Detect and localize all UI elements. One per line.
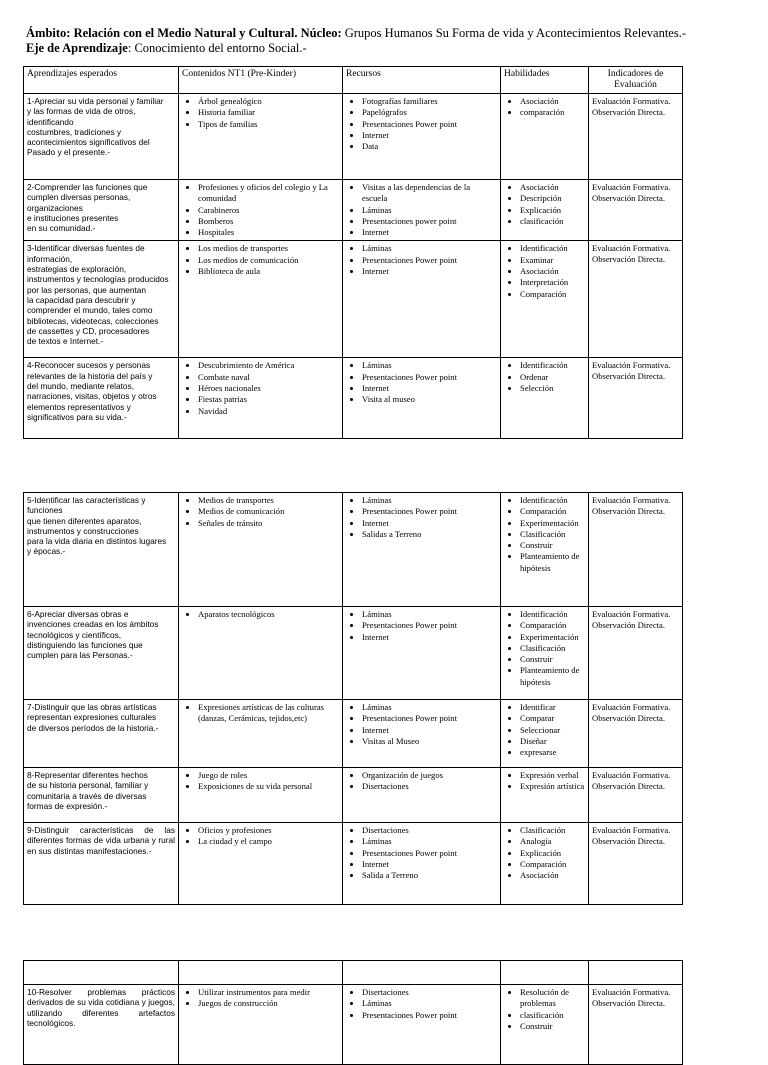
recurso-item: • Visitas al Museo (362, 736, 497, 747)
contenido-item: • Historia familiar (198, 107, 339, 118)
habilidad-list (504, 825, 585, 881)
contenido-cell (179, 985, 343, 1065)
evaluacion-cell (589, 985, 683, 1065)
contenido-item: • Medios de transportes (198, 495, 339, 506)
aprendizaje-cell: 8-Representar diferentes hechos de su historia personal, familiar y comunitaria a través de diversas formas de expresión.- (24, 768, 179, 823)
contenido-item: • Juegos de construcción (198, 998, 339, 1009)
recurso-item: • Salidas a Terreno (362, 529, 497, 540)
recurso-item: • Láminas (362, 495, 497, 506)
nucleo-value: Grupos Humanos Su Forma de vida y Acontecimientos Relevantes.- (344, 26, 686, 40)
recurso-item: • Presentaciones Power point (362, 1010, 497, 1021)
recurso-item: • Presentaciones Power point (362, 848, 497, 859)
habilidad-item: • Experimentación (520, 518, 585, 529)
recurso-list (346, 243, 497, 277)
table-row (24, 607, 683, 700)
habilidad-item: • Clasificación (520, 825, 585, 836)
recurso-cell (343, 358, 501, 439)
habilidad-cell (501, 823, 589, 905)
recurso-item: • Presentaciones Power point (362, 620, 497, 631)
recurso-cell (343, 823, 501, 905)
recurso-item: • Internet (362, 227, 497, 238)
habilidad-list (504, 495, 585, 574)
habilidad-item: • Resolución de problemas (520, 987, 585, 1010)
contenido-list (182, 825, 339, 848)
recurso-item: • Disertaciones (362, 825, 497, 836)
contenido-list (182, 182, 339, 238)
habilidad-item: • Comparación (520, 506, 585, 517)
contenido-item: • Árbol genealógico (198, 96, 339, 107)
table-row (24, 985, 683, 1065)
contenido-list (182, 495, 339, 529)
habilidad-item: • Comparación (520, 289, 585, 300)
contenido-cell (179, 700, 343, 768)
learning-table-page-1 (23, 66, 683, 439)
table-row (24, 493, 683, 607)
habilidad-list (504, 96, 585, 119)
habilidad-item: • Construir (520, 540, 585, 551)
habilidad-list (504, 182, 585, 227)
table-row (24, 768, 683, 823)
habilidad-item: • comparación (520, 107, 585, 118)
contenido-item: • Fiestas patrias (198, 394, 339, 405)
aprendizaje-cell: 2-Comprender las funciones que cumplen diversas personas, organizaciones e instituciones presentes en su comunidad.- (24, 180, 179, 241)
evaluacion-cell (589, 94, 683, 180)
contenido-list (182, 770, 339, 793)
recurso-cell (343, 180, 501, 241)
recurso-item: • Internet (362, 725, 497, 736)
evaluacion-cell (589, 493, 683, 607)
recurso-item: • Internet (362, 859, 497, 870)
habilidad-item: • Construir (520, 654, 585, 665)
recurso-item: • Presentaciones power point (362, 216, 497, 227)
evaluacion-cell (589, 823, 683, 905)
habilidad-item: • Identificar (520, 702, 585, 713)
habilidad-cell (501, 768, 589, 823)
recurso-cell (343, 94, 501, 180)
habilidad-item: • Asociación (520, 182, 585, 193)
header-line-2 (26, 41, 746, 56)
contenido-cell (179, 607, 343, 700)
recurso-item: • Internet (362, 518, 497, 529)
contenido-item: • Juego de roles (198, 770, 339, 781)
habilidad-cell (501, 493, 589, 607)
recurso-item: • Internet (362, 383, 497, 394)
recurso-item: • Fotografías familiares (362, 96, 497, 107)
aprendizaje-cell: 7-Distinguir que las obras artísticas representan expresiones culturales de diversos períodos de la historia.- (24, 700, 179, 768)
table-header-row (24, 67, 683, 94)
recurso-list (346, 96, 497, 152)
evaluacion-cell (589, 241, 683, 358)
contenido-item: • Profesiones y oficios del colegio y La comunidad (198, 182, 339, 205)
contenido-item: • Señales de tránsito (198, 518, 339, 529)
recurso-cell (343, 768, 501, 823)
recurso-item: • Presentaciones Power point (362, 119, 497, 130)
recurso-list (346, 495, 497, 540)
table-row (24, 823, 683, 905)
recurso-item: • Láminas (362, 998, 497, 1009)
contenido-item: • Exposiciones de su vida personal (198, 781, 339, 792)
habilidad-item: • Descripción (520, 193, 585, 204)
contenido-item: • La ciudad y el campo (198, 836, 339, 847)
blank-cell (343, 961, 501, 985)
habilidad-item: • Identificación (520, 243, 585, 254)
evaluacion-text: Evaluación Formativa. Observación Directa. (592, 243, 671, 265)
habilidad-item: • Asociación (520, 96, 585, 107)
contenido-item: • Los medios de transportes (198, 243, 339, 254)
recurso-item: • Disertaciones (362, 781, 497, 792)
aprendizaje-cell: 6-Apreciar diversas obras e invenciones creadas en los ámbitos tecnológicos y científicos, distinguiendo las funciones que cumplen para las Personas.- (24, 607, 179, 700)
recurso-item: • Internet (362, 130, 497, 141)
habilidad-item: • Asociación (520, 870, 585, 881)
recurso-item: • Presentaciones Power point (362, 506, 497, 517)
column-header: Aprendizajes esperados (24, 67, 179, 94)
evaluacion-text: Evaluación Formativa. Observación Directa. (592, 702, 671, 723)
document-header (26, 26, 746, 56)
habilidad-item: • Expresión verbal (520, 770, 585, 781)
habilidad-item: • Identificación (520, 360, 585, 371)
contenido-cell (179, 768, 343, 823)
habilidad-item: • Expresión artística (520, 781, 585, 792)
habilidad-item: • Planteamiento de hipótesis (520, 551, 585, 574)
habilidad-item: • Identificación (520, 495, 585, 506)
table-row (24, 241, 683, 358)
header-line-1: Ámbito: Relación con el Medio Natural y Cultural. Núcleo: Grupos Humanos Su Forma de vida y Acontecimientos Relevantes.- (26, 26, 686, 40)
habilidad-list (504, 243, 585, 299)
contenido-list (182, 243, 339, 277)
evaluacion-text: Evaluación Formativa. Observación Directa. (592, 96, 671, 117)
table-row (24, 180, 683, 241)
evaluacion-cell (589, 768, 683, 823)
recurso-cell (343, 241, 501, 358)
recurso-item: • Láminas (362, 702, 497, 713)
contenido-item: • Los medios de comunicación (198, 255, 339, 266)
habilidad-item: • Construir (520, 1021, 585, 1032)
habilidad-item: • Ordenar (520, 372, 585, 383)
recurso-item: • Salida a Terreno (362, 870, 497, 881)
aprendizaje-cell: 10-Resolver problemas prácticos derivados de su vida cotidiana y juegos, utilizando diferentes artefactos tecnológicos. (24, 985, 179, 1065)
contenido-cell (179, 493, 343, 607)
recurso-item: • Láminas (362, 609, 497, 620)
column-header: Recursos (343, 67, 501, 94)
column-header: Habilidades (501, 67, 589, 94)
habilidad-item: • Comparación (520, 859, 585, 870)
recurso-item: • Visitas a las dependencias de la escuela (362, 182, 497, 205)
contenido-item: • Hospitales (198, 227, 339, 238)
contenido-item: • Utilizar instrumentos para medir (198, 987, 339, 998)
contenido-list (182, 987, 339, 1010)
column-header: Contenidos NT1 (Pre-Kinder) (179, 67, 343, 94)
contenido-item: • Expresiones artísticas de las culturas (danzas, Cerámicas, tejidos,etc) (198, 702, 339, 725)
contenido-cell (179, 358, 343, 439)
eje-value: : Conocimiento del entorno Social.- (127, 41, 307, 55)
blank-header-row (24, 961, 683, 985)
recurso-item: • Presentaciones Power point (362, 713, 497, 724)
evaluacion-text: Evaluación Formativa. Observación Directa. (592, 825, 671, 846)
aprendizaje-cell: 4-Reconocer sucesos y personas relevantes de la historia del país y del mundo, mediante relatos, narraciones, visitas, objetos y otros elementos representativos y significativos para su vida.- (24, 358, 179, 439)
aprendizaje-cell: 5-Identificar las características y funciones que tienen diferentes aparatos, instrumentos y construcciones para la vida diaria en distintos lugares y épocas.- (24, 493, 179, 607)
ambito-label: Ámbito: Relación con el Medio Natural y Cultural (26, 26, 295, 40)
aprendizaje-cell: 1-Apreciar su vida personal y familiar y las formas de vida de otros, identificando costumbres, tradiciones y acontecimientos significativos del Pasado y el presente.- (24, 94, 179, 180)
recurso-list (346, 182, 497, 238)
table-row (24, 700, 683, 768)
habilidad-cell (501, 241, 589, 358)
contenido-list (182, 96, 339, 130)
habilidad-item: • Asociación (520, 266, 585, 277)
habilidad-list (504, 770, 585, 793)
contenido-item: • Medios de comunicación (198, 506, 339, 517)
habilidad-item: • Interpretación (520, 277, 585, 288)
recurso-cell (343, 700, 501, 768)
learning-table-page-3 (23, 960, 683, 1065)
recurso-item: • Láminas (362, 836, 497, 847)
recurso-list (346, 825, 497, 881)
eje-label: Eje de Aprendizaje (26, 41, 128, 55)
habilidad-list (504, 609, 585, 688)
habilidad-item: • Explicación (520, 205, 585, 216)
recurso-item: • Presentaciones Power point (362, 255, 497, 266)
recurso-cell (343, 985, 501, 1065)
recurso-list (346, 702, 497, 747)
recurso-list (346, 609, 497, 643)
habilidad-item: • Clasificación (520, 529, 585, 540)
evaluacion-text: Evaluación Formativa. Observación Directa. (592, 770, 671, 791)
habilidad-list (504, 360, 585, 394)
recurso-list (346, 987, 497, 1021)
habilidad-item: • Seleccionar (520, 725, 585, 736)
habilidad-cell (501, 358, 589, 439)
habilidad-item: • clasificación (520, 1010, 585, 1021)
contenido-item: • Carabineros (198, 205, 339, 216)
evaluacion-text: Evaluación Formativa. Observación Directa. (592, 182, 671, 203)
contenido-item: • Aparatos tecnológicos (198, 609, 339, 620)
evaluacion-cell (589, 700, 683, 768)
recurso-item: • Papelógrafos (362, 107, 497, 118)
recurso-item: • Visita al museo (362, 394, 497, 405)
habilidad-cell (501, 94, 589, 180)
contenido-item: • Descubrimiento de América (198, 360, 339, 371)
recurso-item: • Internet (362, 266, 497, 277)
table-row (24, 94, 683, 180)
evaluacion-text: Evaluación Formativa. Observación Directa. (592, 360, 671, 382)
habilidad-item: • Identificación (520, 609, 585, 620)
aprendizaje-cell: 3-Identificar diversas fuentes de información, estrategias de exploración, instrumentos y tecnologías producidos por las personas, que aumentan la capacidad para descubrir y comprender el mundo, tales como bibliotecas, videotecas, colecciones de cassettes y CD, procesadores de textos e Internet.- (24, 241, 179, 358)
recurso-item: • Disertaciones (362, 987, 497, 998)
recurso-cell (343, 493, 501, 607)
blank-cell (24, 961, 179, 985)
contenido-item: • Tipos de familias (198, 119, 339, 130)
recurso-item: • Organización de juegos (362, 770, 497, 781)
evaluacion-cell (589, 358, 683, 439)
habilidad-item: • Planteamiento de hipótesis (520, 665, 585, 688)
habilidad-item: • Comparar (520, 713, 585, 724)
recurso-item: • Láminas (362, 360, 497, 371)
blank-cell (501, 961, 589, 985)
contenido-item: • Bomberos (198, 216, 339, 227)
blank-cell (589, 961, 683, 985)
habilidad-item: • expresarse (520, 747, 585, 758)
recurso-item: • Láminas (362, 243, 497, 254)
habilidad-item: • Diseñar (520, 736, 585, 747)
recurso-list (346, 360, 497, 405)
contenido-cell (179, 241, 343, 358)
habilidad-item: • Explicación (520, 848, 585, 859)
recurso-item: • Láminas (362, 205, 497, 216)
contenido-item: • Oficios y profesiones (198, 825, 339, 836)
habilidad-item: • Examinar (520, 255, 585, 266)
recurso-list (346, 770, 497, 793)
habilidad-item: • Clasificación (520, 643, 585, 654)
evaluacion-cell (589, 607, 683, 700)
contenido-cell (179, 94, 343, 180)
learning-table-page-2 (23, 492, 683, 905)
evaluacion-cell (589, 180, 683, 241)
contenido-cell (179, 823, 343, 905)
blank-cell (179, 961, 343, 985)
contenido-cell (179, 180, 343, 241)
contenido-item: • Combate naval (198, 372, 339, 383)
habilidad-cell (501, 180, 589, 241)
table-row (24, 358, 683, 439)
habilidad-list (504, 987, 585, 1032)
habilidad-item: • Comparación (520, 620, 585, 631)
habilidad-cell (501, 607, 589, 700)
recurso-item: • Internet (362, 632, 497, 643)
habilidad-item: • Selección (520, 383, 585, 394)
habilidad-list (504, 702, 585, 758)
nucleo-label: Núcleo: (300, 26, 342, 40)
contenido-list (182, 360, 339, 416)
habilidad-item: • Experimentación (520, 632, 585, 643)
recurso-item: • Presentaciones Power point (362, 372, 497, 383)
evaluacion-text: Evaluación Formativa. Observación Directa. (592, 609, 671, 630)
contenido-list (182, 609, 339, 620)
contenido-item: • Biblioteca de aula (198, 266, 339, 277)
contenido-list (182, 702, 339, 725)
habilidad-item: • Analogía (520, 836, 585, 847)
recurso-cell (343, 607, 501, 700)
column-header: Indicadores de Evaluación (589, 67, 683, 94)
contenido-item: • Héroes nacionales (198, 383, 339, 394)
contenido-item: • Navidad (198, 406, 339, 417)
evaluacion-text: Evaluación Formativa. Observación Directa. (592, 495, 671, 516)
habilidad-cell (501, 985, 589, 1065)
evaluacion-text: Evaluación Formativa. Observación Directa. (592, 987, 671, 1008)
recurso-item: • Data (362, 141, 497, 152)
habilidad-cell (501, 700, 589, 768)
aprendizaje-cell: 9-Distinguir características de las diferentes formas de vida urbana y rural en sus distintas manifestaciones.- (24, 823, 179, 905)
habilidad-item: • clasificación (520, 216, 585, 227)
